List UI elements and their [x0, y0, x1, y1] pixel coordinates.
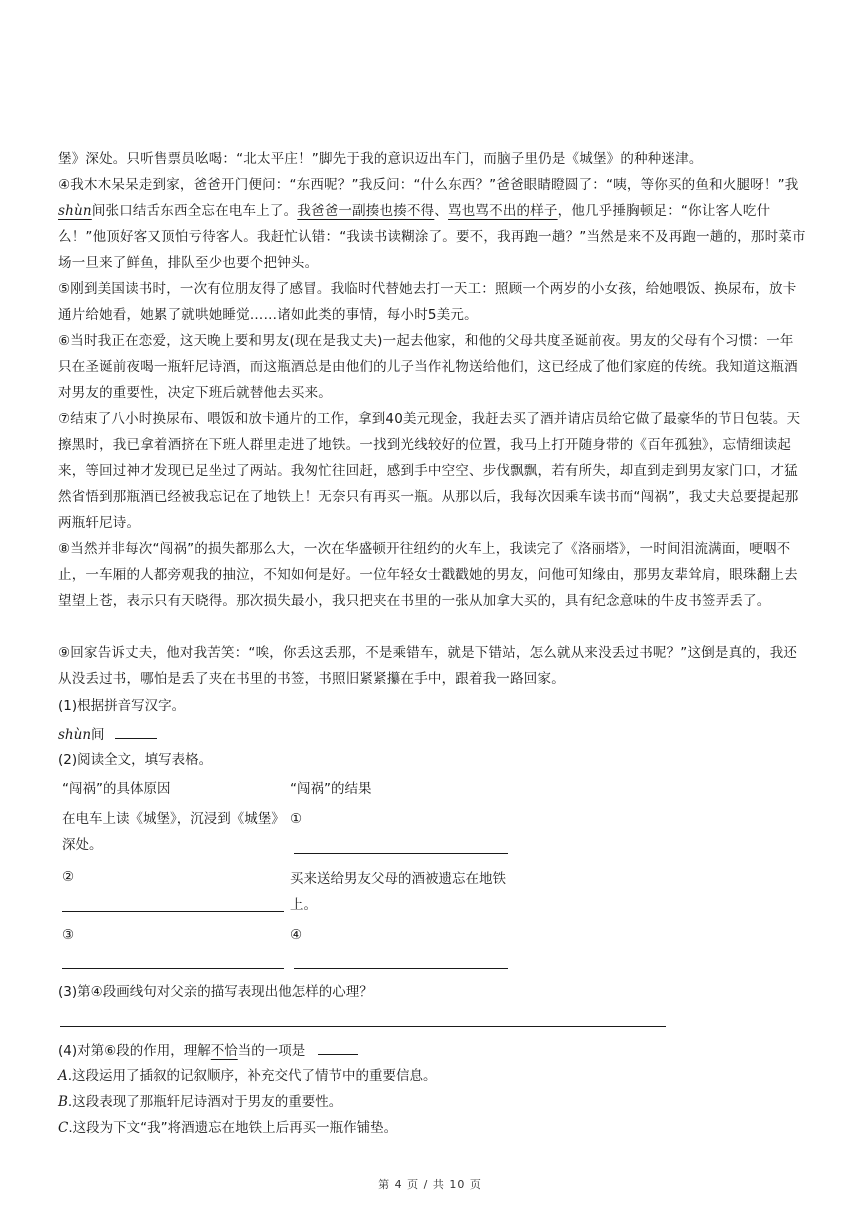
answer-line-q3[interactable] [60, 1026, 666, 1027]
table-head-cause: “闯祸”的具体原因 [62, 781, 171, 797]
option-a[interactable]: A.这段运用了插叙的记叙顺序，补充交代了情节中的重要信息。 [58, 1068, 437, 1084]
table-r3-result-number: ④ [290, 927, 303, 943]
underlined-sentence-2: 骂也骂不出的样子 [448, 203, 558, 219]
question-1-prompt: shùn间 [58, 724, 157, 745]
question-3: (3)第④段画线句对父亲的描写表现出他怎样的心理？ [58, 984, 373, 1000]
answer-line-3[interactable] [62, 968, 284, 969]
question-2: (2)阅读全文，填写表格。 [58, 752, 213, 768]
paragraph-5: ⑤刚到美国读书时，一次有位朋友得了感冒。我临时代替她去打一天工：照顾一个两岁的小女孩，给她喂饭、换尿布，放卡通片给她看，她累了就哄她睡觉……诸如此类的事情，每小时5美元。 [58, 281, 797, 323]
underlined-sentence-1: 我爸爸一副揍也揍不得 [297, 203, 435, 219]
table-r1-result-number: ① [290, 811, 303, 827]
paragraph-4: ④我木木呆呆走到家，爸爸开门便问：“东西呢？”我反问：“什么东西？”爸爸眼睛瞪圆了：“咦，等你买的鱼和火腿呀！”我shùn间张口结舌东西全忘在电车上了。我爸爸一副揍也揍不得、骂也骂不出的样子，他几乎捶胸顿足：“你让客人吃什么！”他顶好客又顶怕亏待客人。我赶忙认错：“我读书读糊涂了。要不，我再跑一趟？”当然是来不及再跑一趟的，那时菜市场一旦来了鲜鱼，排队至少也要个把钟头。 [58, 177, 806, 271]
answer-blank-q1[interactable] [115, 724, 157, 739]
table-r3-cause-number: ③ [62, 927, 75, 943]
paragraph-6: ⑥当时我正在恋爱，这天晚上要和男友(现在是我丈夫)一起去他家，和他的父母共度圣诞前夜。男友的父母有个习惯：一年只在圣诞前夜喝一瓶轩尼诗酒，而这瓶酒总是由他们的儿子当作礼物送给他们，这已经成了他们家庭的传统。我知道这瓶酒对男友的重要性，决定下班后就替他去买来。 [58, 333, 798, 401]
table-r1-cause: 在电车上读《城堡》，沉浸到《城堡》深处。 [62, 811, 285, 853]
answer-line-4[interactable] [294, 968, 508, 969]
paragraph-8: ⑧当然并非每次“闯祸”的损失都那么大，一次在华盛顿开往纽约的火车上，我读完了《洛丽塔》，一时间泪流满面，哽咽不止，一车厢的人都旁观我的抽泣，不知如何是好。一位年轻女士戳戳她的男友，问他可知缘由，那男友辈耸肩，眼珠翻上去望望上苍，表示只有天晓得。那次损失最小，我只把夹在书里的一张从加拿大买的，具有纪念意味的牛皮书签弄丢了。 [58, 541, 798, 609]
option-c[interactable]: C.这段为下文“我”将酒遗忘在地铁上后再买一瓶作铺垫。 [58, 1120, 398, 1136]
question-4: (4)对第⑥段的作用，理解不恰当的一项是 [58, 1040, 358, 1061]
page-number: 第 4 页 / 共 10 页 [378, 1178, 482, 1191]
paragraph-9: ⑨回家告诉丈夫，他对我苦笑：“唉，你丢这丢那，不是乘错车，就是下错站，怎么就从来没丢过书呢？”这倒是真的，我还从没丢过书，哪怕是丢了夹在书里的书签，书照旧紧紧攥在手中，跟着我一路回家。 [58, 645, 798, 687]
table-r2-cause-number: ② [62, 869, 75, 885]
paragraph-3-end: 堡》深处。只听售票员吆喝：“北太平庄！”脚先于我的意识迈出车门，而脑子里仍是《城堡》的种种迷津。 [58, 151, 703, 167]
question-1: (1)根据拼音写汉字。 [58, 698, 186, 714]
answer-line-1[interactable] [294, 853, 508, 854]
pinyin-shun: shùn [58, 203, 92, 219]
paragraph-7: ⑦结束了八小时换尿布、喂饭和放卡通片的工作，拿到40美元现金，我赶去买了酒并请店员给它做了最豪华的节日包装。天擦黑时，我已拿着酒挤在下班人群里走进了地铁。一找到光线较好的位置，我马上打开随身带的《百年孤独》，忘情细读起来，等回过神才发现已足坐过了两站。我匆忙往回赶，感到手中空空、步伐飘飘，若有所失，却直到走到男友家门口，才猛然省悟到那瓶酒已经被我忘记在了地铁上！无奈只有再买一瓶。从那以后，我每次因乘车读书而“闯祸”，我丈夫总要提起那两瓶轩尼诗。 [58, 411, 801, 531]
table-r2-result: 买来送给男友父母的酒被遗忘在地铁上。 [290, 871, 506, 913]
answer-line-2[interactable] [62, 911, 284, 912]
option-b[interactable]: B.这段表现了那瓶轩尼诗酒对于男友的重要性。 [58, 1094, 343, 1110]
answer-blank-q4[interactable] [318, 1040, 358, 1055]
table-head-result: “闯祸”的结果 [290, 781, 372, 797]
